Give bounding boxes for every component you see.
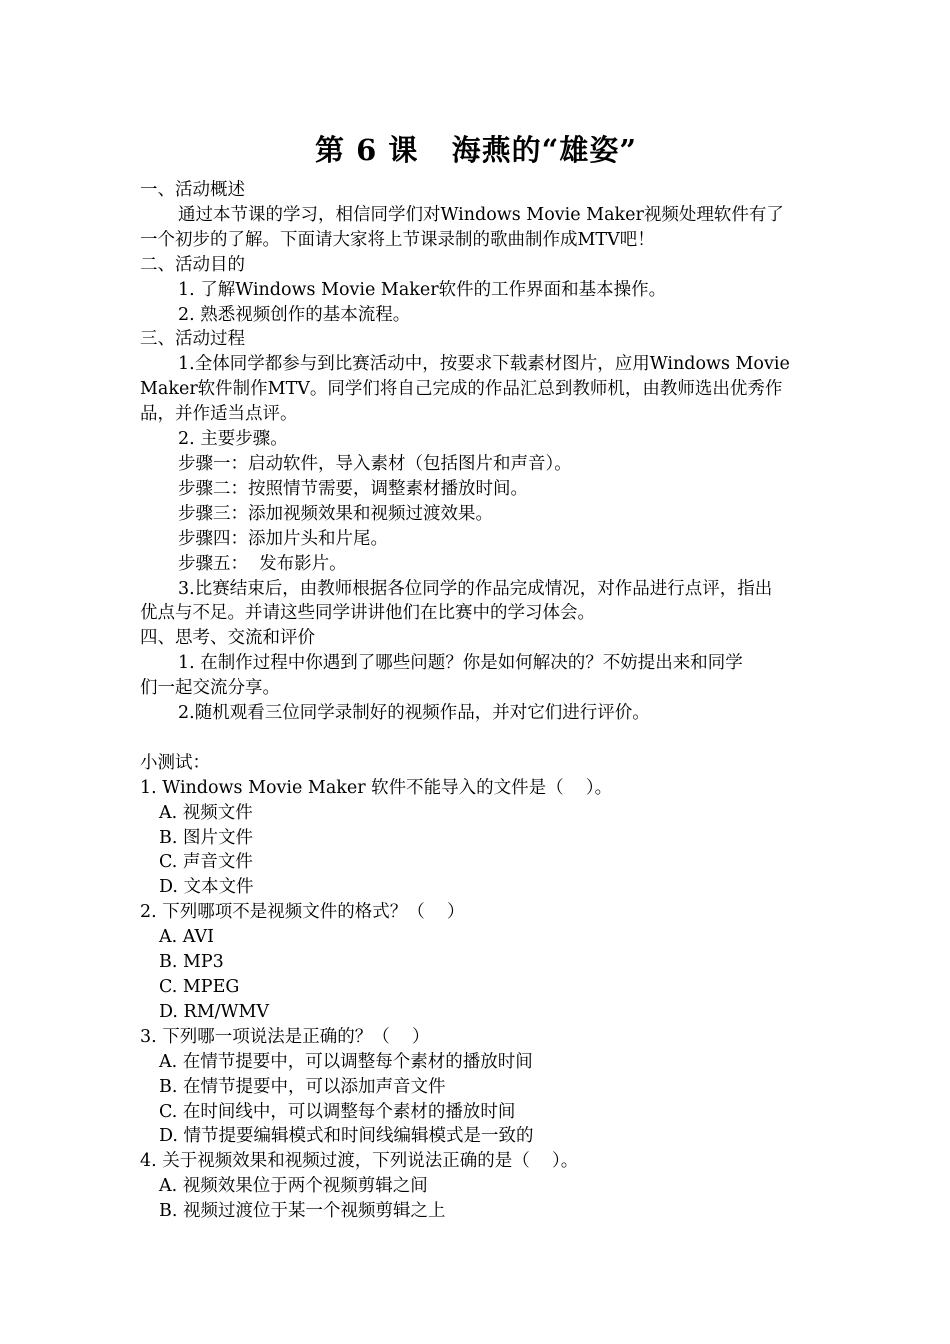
overview-text-line: 通过本节课的学习，相信同学们对Windows Movie Maker视频处理软件有了 bbox=[178, 204, 784, 225]
quiz-option: A. AVI bbox=[159, 927, 215, 948]
reflection-text-line: 1. 在制作过程中你遇到了哪些问题？你是如何解决的？不妨提出来和同学 bbox=[178, 653, 743, 674]
process-step: 步骤二：按照情节需要，调整素材播放时间。 bbox=[178, 478, 528, 499]
section-heading-overview: 一、活动概述 bbox=[140, 180, 245, 200]
quiz-question: 1. Windows Movie Maker 软件不能导入的文件是（ ）。 bbox=[140, 777, 613, 798]
process-step: 步骤三：添加视频效果和视频过渡效果。 bbox=[178, 503, 493, 524]
quiz-option: C. MPEG bbox=[159, 976, 240, 997]
section-heading-process: 三、活动过程 bbox=[140, 329, 245, 350]
goal-item: 2. 熟悉视频创作的基本流程。 bbox=[178, 304, 411, 325]
quiz-question: 4. 关于视频效果和视频过渡，下列说法正确的是（ ）。 bbox=[140, 1151, 579, 1172]
quiz-option: B. MP3 bbox=[159, 952, 224, 973]
process-steps-intro: 2. 主要步骤。 bbox=[178, 429, 288, 450]
quiz-option: A. 视频效果位于两个视频剪辑之间 bbox=[159, 1176, 428, 1197]
goal-item: 1. 了解Windows Movie Maker软件的工作界面和基本操作。 bbox=[178, 279, 667, 300]
process-step: 步骤一：启动软件，导入素材（包括图片和声音）。 bbox=[178, 453, 572, 474]
quiz-option: A. 视频文件 bbox=[159, 802, 253, 823]
quiz-option: A. 在情节提要中，可以调整每个素材的播放时间 bbox=[159, 1051, 533, 1072]
reflection-text-line: 2.随机观看三位同学录制好的视频作品，并对它们进行评价。 bbox=[178, 703, 650, 724]
quiz-option: B. 图片文件 bbox=[159, 827, 253, 848]
overview-text-line: 一个初步的了解。下面请大家将上节课录制的歌曲制作成MTV吧！ bbox=[140, 229, 655, 250]
process-step: 步骤五： 发布影片。 bbox=[178, 553, 347, 574]
section-heading-reflection: 四、思考、交流和评价 bbox=[140, 628, 315, 649]
quiz-option: D. 文本文件 bbox=[159, 877, 254, 898]
process-text-line: Maker软件制作MTV。同学们将自己完成的作品汇总到教师机，由教师选出优秀作 bbox=[140, 379, 783, 400]
section-heading-goals: 二、活动目的 bbox=[140, 254, 245, 275]
process-step: 步骤四：添加片头和片尾。 bbox=[178, 528, 388, 549]
quiz-option: C. 在时间线中，可以调整每个素材的播放时间 bbox=[159, 1101, 516, 1122]
lesson-title: 第 6 课 海燕的“雄姿” bbox=[314, 133, 638, 167]
process-text-line: 品，并作适当点评。 bbox=[140, 404, 298, 425]
quiz-option: B. 视频过渡位于某一个视频剪辑之上 bbox=[159, 1201, 446, 1222]
process-text-line: 3.比赛结束后，由教师根据各位同学的作品完成情况，对作品进行点评，指出 bbox=[178, 578, 773, 599]
process-text-line: 1.全体同学都参与到比赛活动中，按要求下载素材图片，应用Windows Movie bbox=[178, 354, 790, 375]
quiz-option: D. RM/WMV bbox=[159, 1001, 270, 1022]
process-text-line: 优点与不足。并请这些同学讲讲他们在比赛中的学习体会。 bbox=[140, 603, 595, 624]
reflection-text-line: 们一起交流分享。 bbox=[140, 678, 280, 699]
quiz-option: D. 情节提要编辑模式和时间线编辑模式是一致的 bbox=[159, 1126, 534, 1147]
quiz-option: B. 在情节提要中，可以添加声音文件 bbox=[159, 1076, 446, 1097]
quiz-option: C. 声音文件 bbox=[159, 852, 253, 873]
blank-line bbox=[140, 726, 812, 751]
quiz-question: 2. 下列哪项不是视频文件的格式？（ ） bbox=[140, 902, 465, 923]
quiz-question: 3. 下列哪一项说法是正确的？（ ） bbox=[140, 1026, 430, 1047]
quiz-heading: 小测试： bbox=[140, 752, 210, 773]
